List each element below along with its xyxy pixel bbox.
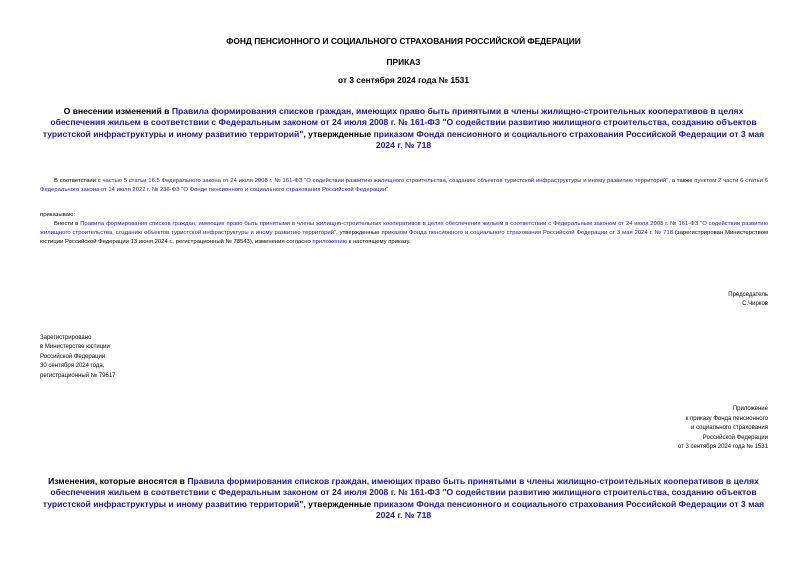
signatory-name: С.Чирков (742, 301, 768, 308)
order-718-link-3[interactable]: приказом Фонда пенсионного и социального страхования Российской Федерации от 3 мая 2024 г. № 718 (373, 498, 765, 521)
preamble-text-1: В соответствии с (54, 178, 103, 184)
changes-title-prefix: Изменения, которые вносятся в (48, 476, 188, 486)
registration-line: 30 сентября 2024 года, (40, 363, 105, 370)
signature-block (560, 291, 768, 309)
registration-block (40, 334, 240, 381)
operative-text-3: (зарегистрирован Министерством юстиции Российской Федерации 13 июня 2024 г., регистрационный № 78543), изменения согласно (40, 230, 769, 246)
operative-text-2: , утвержденные (336, 230, 382, 237)
annex-link[interactable]: приложению (312, 239, 348, 246)
order-title-prefix: О внесении изменений в (63, 106, 172, 116)
rules-link-3[interactable]: Правила формирования списков граждан, имеющих право быть принятыми в члены жилищно-строительных кооперативов в целях обеспечения жильем в соответствии с Федеральным законом от 24 июля 2008 г. № 161-ФЗ "О содействии развитию жилищного строительства, созданию объектов туристской инфраструктуры и иному развитию территорий" (42, 476, 759, 509)
rules-link-2[interactable]: Правила формирования списков граждан, имеющих право быть принятыми в члены жилищно-строительных кооперативов в целях обеспечения жильем в соответствии с Федеральным законом от 24 июля 2008 г. № 161-ФЗ "О содействии развитию жилищного строительства, созданию объектов туристской инфраструктуры и иному развитию территорий" (40, 221, 768, 237)
document-type: ПРИКАЗ (386, 57, 421, 67)
preamble-paragraph (40, 177, 768, 195)
annex-line: от 3 сентября 2024 года № 1531 (677, 444, 768, 451)
order-718-link-2[interactable]: приказом Фонда пенсионного и социального страхования Российской Федерации от 3 мая 2024 г. № 718 (381, 230, 673, 237)
order-title (40, 106, 767, 152)
preamble-text-2: , а также (668, 178, 695, 184)
annex-line: и социального страхования (691, 425, 768, 432)
changes-title (40, 476, 767, 522)
operative-paragraph (40, 220, 768, 248)
annex-line: к приказу Фонда пенсионного (685, 415, 768, 422)
order-date-number: от 3 сентября 2024 года № 1531 (337, 75, 469, 85)
registration-line: Зарегистрировано (40, 335, 92, 341)
annex-line: Российской Федерации (702, 434, 768, 441)
changes-title-middle: , утвержденные (303, 498, 374, 509)
order-718-link[interactable]: приказом Фонда пенсионного и социального страхования Российской Федерации от 3 мая 2024 г. № 718 (373, 128, 765, 151)
rules-link[interactable]: Правила формирования списков граждан, имеющих право быть принятыми в члены жилищно-строительных кооперативов в целях обеспечения жильем в соответствии с Федеральным законом от 24 июля 2008 г. № 161-ФЗ "О содействии развитию жилищного строительства, созданию объектов туристской инфраструктуры и иному развитию территорий" (42, 106, 757, 139)
law-161-fz-link[interactable]: частью 5 статьи 16.5 Федерального закона от 24 июля 2008 г. № 161-ФЗ "О содействии развитию жилищного строительства, созданию объектов туристской инфраструктуры и иному развитию территорий" (102, 178, 669, 184)
registration-line: Российской Федерации (40, 353, 106, 360)
signatory-position: Председатель (728, 292, 768, 298)
operative-text-4: к настоящему приказу. (347, 239, 411, 246)
registration-line: регистрационный № 79617 (40, 372, 116, 379)
order-verb: приказываю: (40, 212, 76, 218)
law-236-fz-link[interactable]: пунктом 2 части 6 статьи 6 Федерального закона от 14 июля 2022 г. № 236-ФЗ "О Фонде пенсионного и социального страхования Российской Федерации" (40, 178, 769, 194)
organization-heading: ФОНД ПЕНСИОННОГО И СОЦИАЛЬНОГО СТРАХОВАНИЯ РОССИЙСКОЙ ФЕДЕРАЦИИ (226, 36, 581, 46)
order-title-middle: , утвержденные (303, 128, 374, 139)
annex-block (560, 405, 768, 453)
operative-text-1: Внести в (54, 221, 81, 227)
annex-line: Приложение (732, 406, 768, 412)
registration-line: в Министерстве юстиции (40, 344, 110, 351)
